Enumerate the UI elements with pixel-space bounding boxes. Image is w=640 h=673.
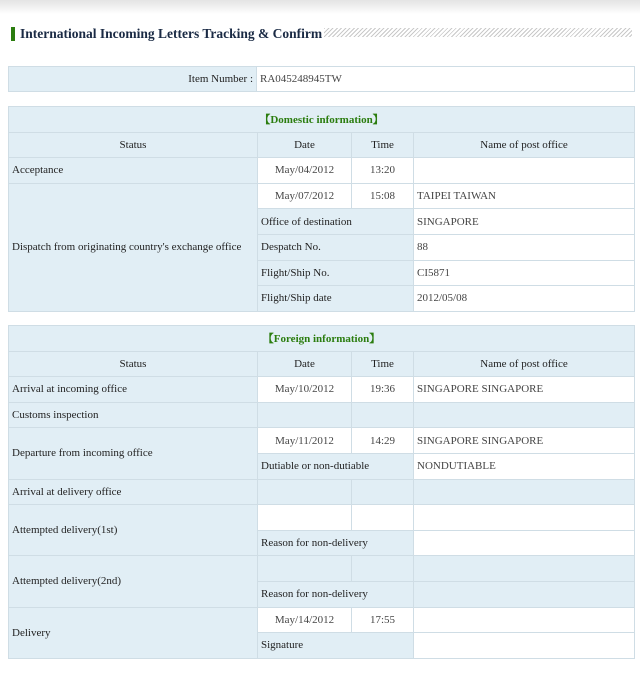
acceptance-status: Acceptance [9, 158, 258, 184]
delivery-date: May/14/2012 [258, 607, 352, 633]
dispatch-time: 15:08 [352, 183, 414, 209]
item-number-value: RA045248945TW [257, 67, 635, 92]
table-row [9, 505, 635, 531]
arrival-date: May/10/2012 [258, 377, 352, 403]
table-row [9, 377, 635, 403]
table-row [9, 428, 635, 454]
arrival-delivery-date [258, 479, 352, 505]
acceptance-time: 13:20 [352, 158, 414, 184]
office-of-destination-label: Office of destination [258, 209, 414, 235]
attempt2-reason-value [414, 581, 635, 607]
foreign-section-title: 【Foreign information】 [9, 326, 635, 352]
table-row [9, 556, 635, 582]
table-row [9, 402, 635, 428]
page-title: International Incoming Letters Tracking & Confirm [20, 26, 323, 41]
arrival-status: Arrival at incoming office [9, 377, 258, 403]
header-date: Date [258, 132, 352, 158]
item-number-label: Item Number : [9, 67, 257, 92]
header-status: Status [9, 132, 258, 158]
delivery-office [414, 607, 635, 633]
attempt2-reason-label: Reason for non-delivery [258, 581, 414, 607]
flight-no-value: CI5871 [414, 260, 635, 286]
customs-date [258, 402, 352, 428]
acceptance-date: May/04/2012 [258, 158, 352, 184]
signature-label: Signature [258, 633, 414, 659]
title-accent-bar [11, 27, 15, 41]
despatch-no-label: Despatch No. [258, 234, 414, 260]
attempt1-date [258, 505, 352, 531]
arrival-delivery-office [414, 479, 635, 505]
departure-status: Departure from incoming office [9, 428, 258, 479]
domestic-header-row [9, 132, 635, 158]
header-office: Name of post office [414, 351, 635, 377]
item-number-row [9, 67, 635, 92]
table-row [9, 607, 635, 633]
table-row [9, 158, 635, 184]
arrival-office: SINGAPORE SINGAPORE [414, 377, 635, 403]
attempt1-status: Attempted delivery(1st) [9, 505, 258, 556]
attempt1-reason-value [414, 530, 635, 556]
dispatch-office: TAIPEI TAIWAN [414, 183, 635, 209]
header-status: Status [9, 351, 258, 377]
attempt2-time [352, 556, 414, 582]
item-number-table [8, 66, 635, 92]
attempt1-office [414, 505, 635, 531]
top-shade [0, 0, 640, 14]
page-header [11, 25, 632, 43]
dutiable-value: NONDUTIABLE [414, 453, 635, 479]
domestic-table [8, 106, 635, 312]
table-row [9, 183, 635, 209]
flight-date-value: 2012/05/08 [414, 286, 635, 312]
dispatch-status: Dispatch from originating country's exchange office [9, 183, 258, 311]
customs-office [414, 402, 635, 428]
dispatch-date: May/07/2012 [258, 183, 352, 209]
delivery-status: Delivery [9, 607, 258, 658]
header-date: Date [258, 351, 352, 377]
attempt2-office [414, 556, 635, 582]
arrival-delivery-time [352, 479, 414, 505]
foreign-header-row [9, 351, 635, 377]
header-time: Time [352, 132, 414, 158]
delivery-time: 17:55 [352, 607, 414, 633]
arrival-time: 19:36 [352, 377, 414, 403]
signature-value [414, 633, 635, 659]
header-time: Time [352, 351, 414, 377]
departure-time: 14:29 [352, 428, 414, 454]
departure-date: May/11/2012 [258, 428, 352, 454]
attempt2-status: Attempted delivery(2nd) [9, 556, 258, 607]
header-office: Name of post office [414, 132, 635, 158]
foreign-table [8, 325, 635, 659]
customs-status: Customs inspection [9, 402, 258, 428]
dutiable-label: Dutiable or non-dutiable [258, 453, 414, 479]
acceptance-office [414, 158, 635, 184]
arrival-delivery-status: Arrival at delivery office [9, 479, 258, 505]
office-of-destination-value: SINGAPORE [414, 209, 635, 235]
despatch-no-value: 88 [414, 234, 635, 260]
flight-no-label: Flight/Ship No. [258, 260, 414, 286]
attempt1-reason-label: Reason for non-delivery [258, 530, 414, 556]
customs-time [352, 402, 414, 428]
title-stripe-decoration [324, 28, 632, 37]
attempt1-time [352, 505, 414, 531]
attempt2-date [258, 556, 352, 582]
flight-date-label: Flight/Ship date [258, 286, 414, 312]
departure-office: SINGAPORE SINGAPORE [414, 428, 635, 454]
domestic-section-title: 【Domestic information】 [9, 107, 635, 133]
table-row [9, 479, 635, 505]
